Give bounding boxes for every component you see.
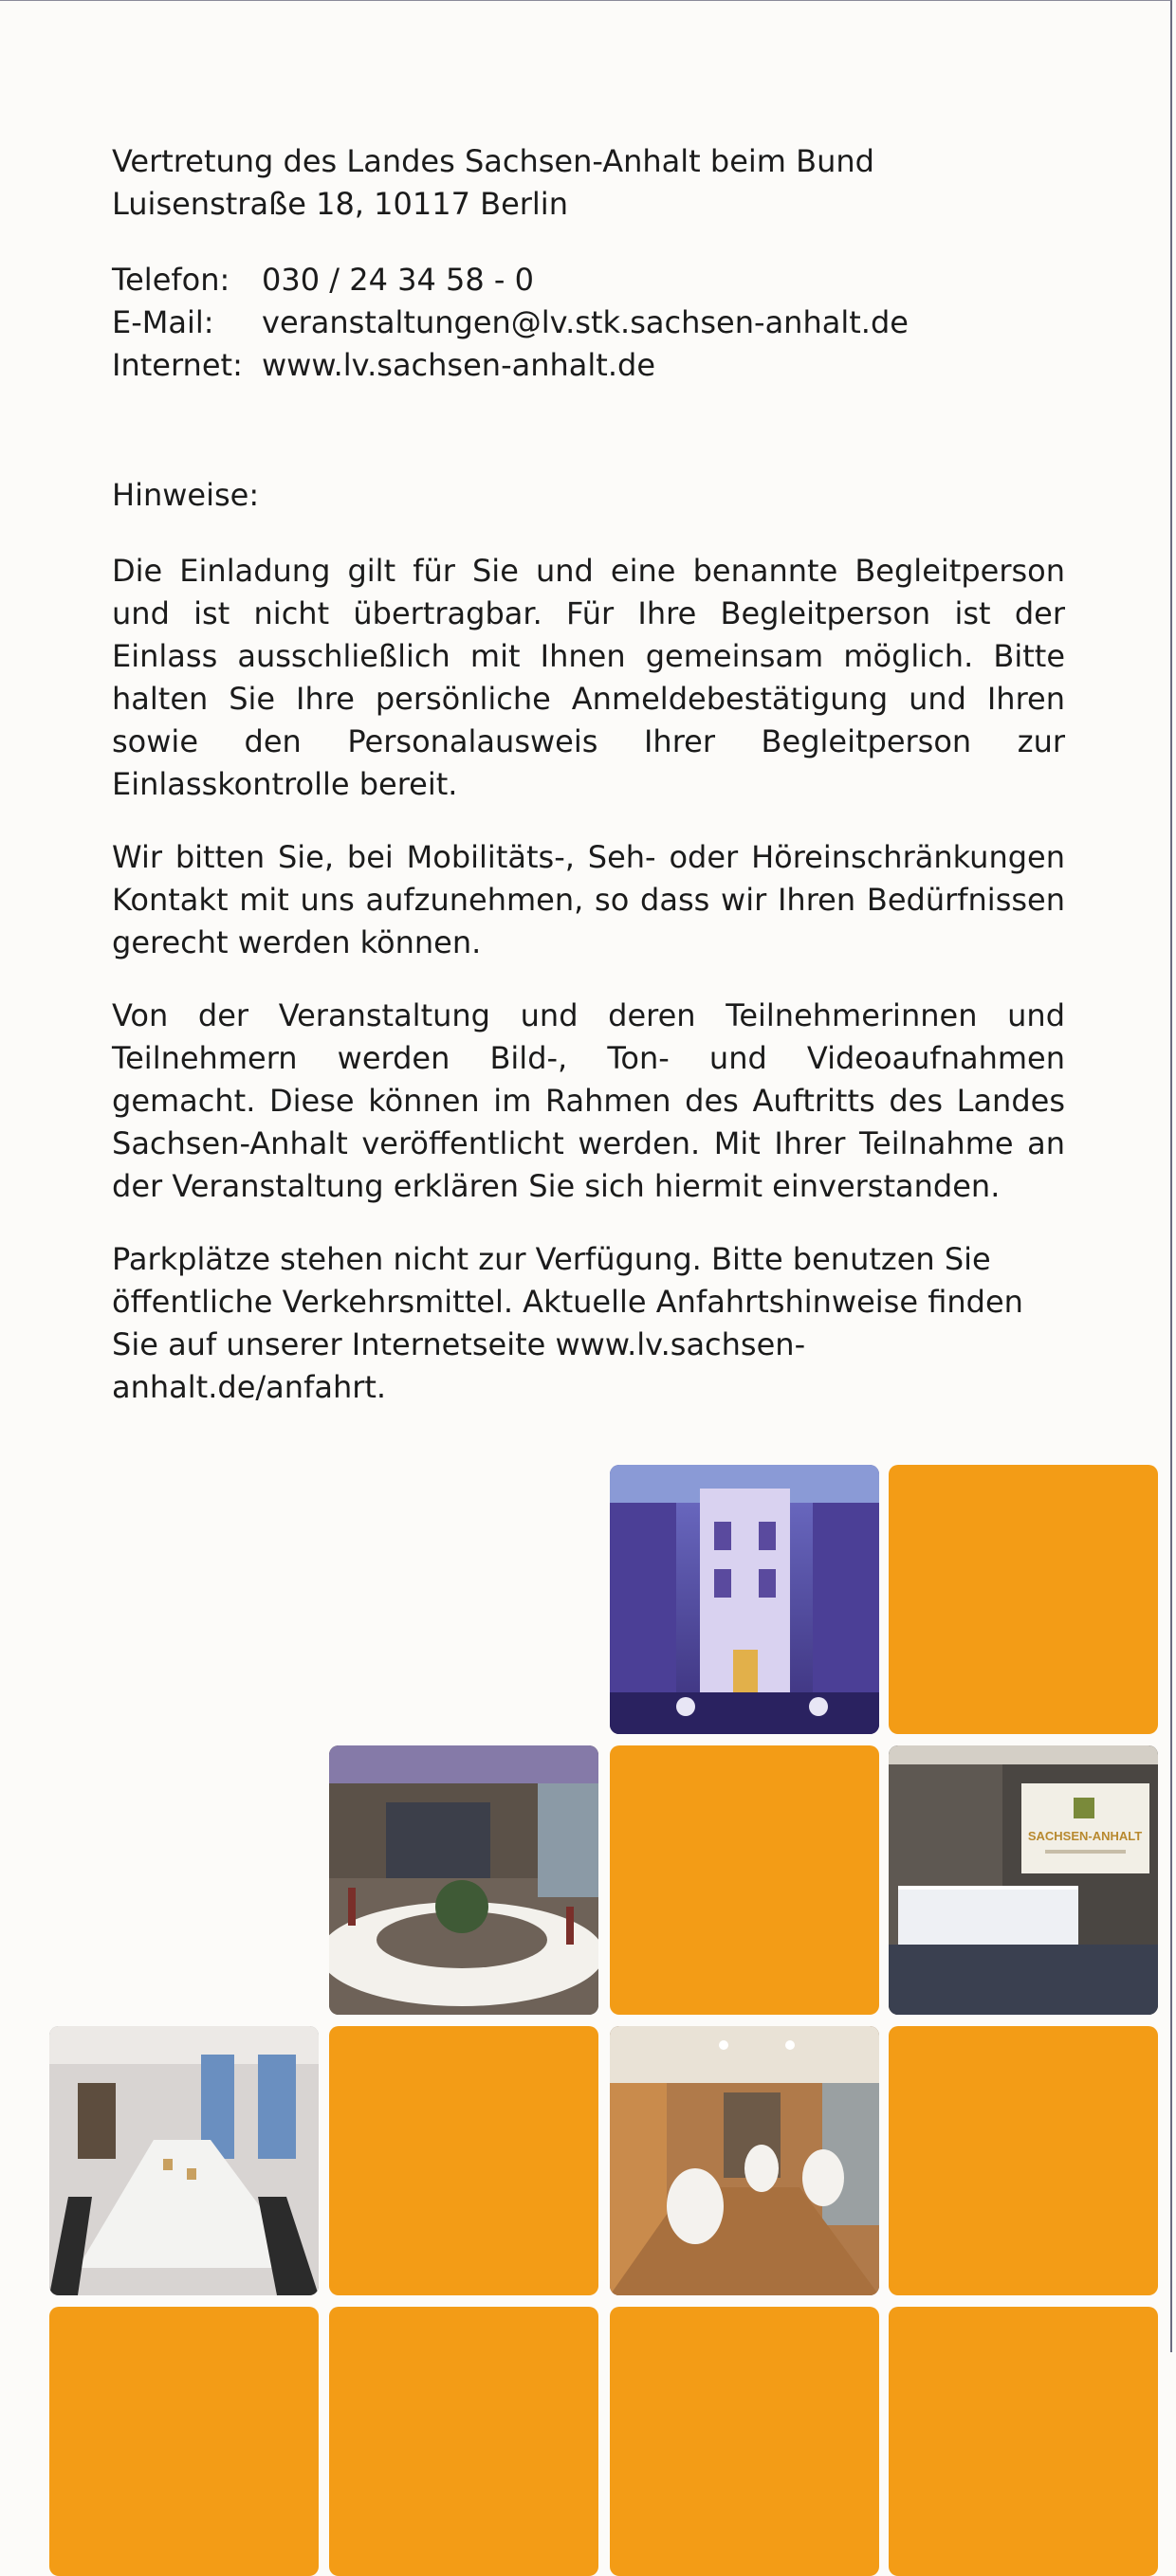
foyer-image — [610, 2026, 879, 2295]
contact-block — [112, 259, 1065, 387]
courtyard-image — [610, 1465, 879, 1734]
photo-foyer — [610, 2026, 879, 2295]
orange-tile — [610, 2307, 879, 2576]
orange-tile — [329, 2026, 598, 2295]
email-label: E-Mail: — [112, 304, 214, 340]
orange-tile — [889, 2026, 1158, 2295]
conference-room-image — [329, 1745, 598, 2015]
orange-tile — [610, 1745, 879, 2015]
notes-title: Hinweise: — [112, 477, 260, 513]
photo-conference-room — [329, 1745, 598, 2015]
note-paragraph-recordings: Von der Veranstaltung und deren Teilnehmerinnen und Teilnehmern werden Bild-, Ton- und Videoaufnahmen gemacht. Diese können im Rahmen des Auftritts des Landes Sachsen-Anhalt veröffentlicht werden. Mit Ihrer Teilnahme an der Veranstaltung erklären Sie sich hiermit einverstanden. — [112, 997, 1065, 1204]
email-link[interactable]: veranstaltungen@lv.stk.sachsen-anhalt.de — [262, 304, 909, 340]
document-body — [112, 140, 1065, 1409]
contact-row-internet — [112, 344, 1065, 387]
orange-tile — [49, 2307, 319, 2576]
contact-row-phone — [112, 259, 1065, 301]
address-line-2: Luisenstraße 18, 10117 Berlin — [112, 186, 568, 222]
long-table-room-image — [49, 2026, 319, 2295]
presentation-hall-image — [889, 1745, 1158, 2015]
address-block — [112, 140, 1065, 226]
contact-row-email — [112, 301, 1065, 344]
internet-label: Internet: — [112, 347, 243, 383]
note-paragraph-invitation: Die Einladung gilt für Sie und eine benannte Begleitperson und ist nicht übertragbar. Für Ihre Begleitperson ist der Einlass ausschließlich mit Ihnen gemeinsam möglich. Bitte halten Sie Ihre persönliche Anmeldebestätigung und Ihren sowie den Personalausweis Ihrer Begleitperson zur Einlasskontrolle bereit. — [112, 553, 1065, 802]
orange-tile — [889, 1465, 1158, 1734]
note-paragraph-parking: Parkplätze stehen nicht zur Verfügung. Bitte benutzen Sie öffentliche Verkehrsmittel. Aktuelle Anfahrtshinweise finden Sie auf unserer Internetseite www.lv.sachsen-anhalt.de/anfahrt. — [112, 1241, 1023, 1405]
photo-presentation-hall — [889, 1745, 1158, 2015]
address-line-1: Vertretung des Landes Sachsen-Anhalt beim Bund — [112, 143, 874, 179]
phone-value: 030 / 24 34 58 - 0 — [262, 262, 534, 298]
screen-text: SACHSEN-ANHALT — [1027, 1829, 1143, 1843]
phone-label: Telefon: — [112, 262, 230, 298]
orange-tile — [329, 2307, 598, 2576]
photo-courtyard — [610, 1465, 879, 1734]
orange-tile — [889, 2307, 1158, 2576]
website-link[interactable]: www.lv.sachsen-anhalt.de — [262, 347, 655, 383]
photo-long-table-room — [49, 2026, 319, 2295]
note-paragraph-accessibility: Wir bitten Sie, bei Mobilitäts-, Seh- oder Höreinschränkungen Kontakt mit uns aufzunehmen, so dass wir Ihren Bedürfnissen gerecht werden können. — [112, 839, 1065, 960]
